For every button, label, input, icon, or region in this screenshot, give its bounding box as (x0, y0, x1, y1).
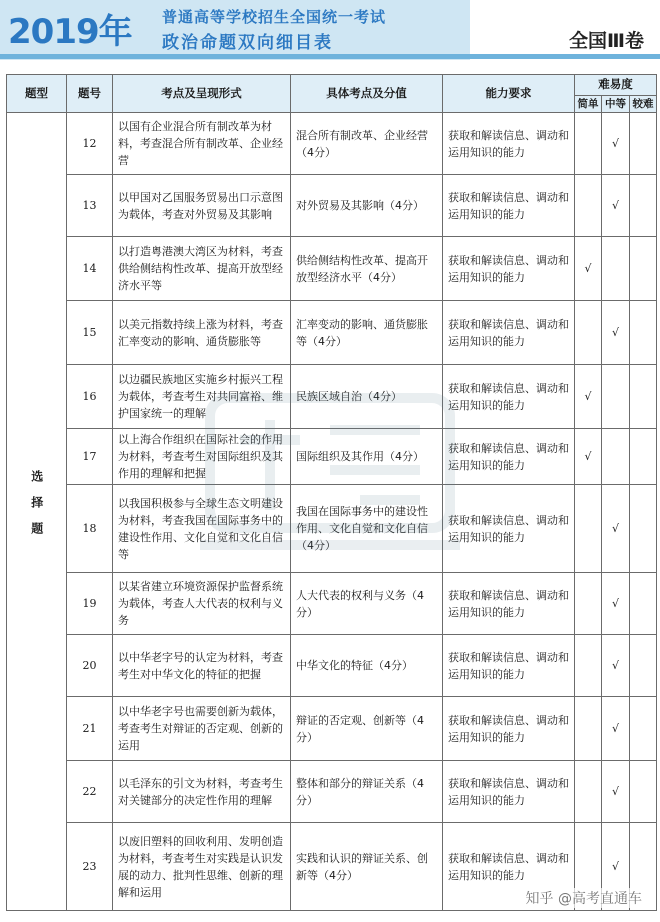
ability-requirement: 获取和解读信息、调动和运用知识的能力 (443, 429, 575, 485)
difficulty-medium-cell (602, 365, 630, 429)
question-number: 18 (67, 485, 113, 573)
question-number: 17 (67, 429, 113, 485)
header-rule (0, 54, 660, 59)
check-mark: √ (611, 522, 619, 536)
table-row (7, 301, 657, 365)
difficulty-medium-cell (602, 573, 630, 635)
check-mark: √ (611, 860, 619, 874)
col-medium: 中等 (602, 96, 630, 113)
question-number: 21 (67, 697, 113, 761)
difficulty-medium-cell (602, 301, 630, 365)
difficulty-medium-cell (602, 635, 630, 697)
difficulty-hard-cell (630, 485, 657, 573)
specific-point: 对外贸易及其影响（4分） (291, 175, 443, 237)
check-mark: √ (584, 262, 592, 276)
difficulty-medium-cell (602, 697, 630, 761)
specific-point: 中华文化的特征（4分） (291, 635, 443, 697)
difficulty-hard-cell (630, 365, 657, 429)
question-type-cell (7, 113, 67, 911)
table-row (7, 761, 657, 823)
ability-requirement: 获取和解读信息、调动和运用知识的能力 (443, 485, 575, 573)
difficulty-hard-cell (630, 761, 657, 823)
difficulty-easy-cell (575, 301, 602, 365)
specification-table (6, 74, 657, 911)
assessment-form: 以边疆民族地区实施乡村振兴工程为载体，考查考生对共同富裕、维护国家统一的理解 (113, 365, 291, 429)
table-row (7, 175, 657, 237)
col-hard: 较难 (630, 96, 657, 113)
assessment-form: 以某省建立环境资源保护监督系统为载体，考查人大代表的权利与义务 (113, 573, 291, 635)
question-number: 13 (67, 175, 113, 237)
question-number: 19 (67, 573, 113, 635)
table-row (7, 429, 657, 485)
ability-requirement: 获取和解读信息、调动和运用知识的能力 (443, 301, 575, 365)
question-number: 14 (67, 237, 113, 301)
check-mark: √ (611, 659, 619, 673)
difficulty-easy-cell (575, 761, 602, 823)
check-mark: √ (611, 597, 619, 611)
ability-requirement: 获取和解读信息、调动和运用知识的能力 (443, 823, 575, 911)
col-num: 题号 (67, 75, 113, 113)
paper-tag: 全国Ⅲ卷 (569, 30, 644, 52)
assessment-form: 以打造粤港澳大湾区为材料，考查供给侧结构性改革、提高开放型经济水平等 (113, 237, 291, 301)
check-mark: √ (611, 785, 619, 799)
assessment-form: 以甲国对乙国服务贸易出口示意图为载体，考查对外贸易及其影响 (113, 175, 291, 237)
difficulty-easy-cell (575, 485, 602, 573)
assessment-form: 以中华老字号的认定为材料，考查考生对中华文化的特征的把握 (113, 635, 291, 697)
difficulty-hard-cell (630, 237, 657, 301)
difficulty-easy-cell (575, 429, 602, 485)
table-row (7, 573, 657, 635)
assessment-form: 以我国积极参与全球生态文明建设为材料，考查我国在国际事务中的建设性作用、文化自觉和文化自信等 (113, 485, 291, 573)
difficulty-hard-cell (630, 113, 657, 175)
difficulty-easy-cell (575, 113, 602, 175)
difficulty-hard-cell (630, 697, 657, 761)
ability-requirement: 获取和解读信息、调动和运用知识的能力 (443, 365, 575, 429)
ability-requirement: 获取和解读信息、调动和运用知识的能力 (443, 573, 575, 635)
difficulty-easy-cell (575, 237, 602, 301)
check-mark: √ (611, 199, 619, 213)
difficulty-easy-cell (575, 365, 602, 429)
difficulty-medium-cell (602, 485, 630, 573)
check-mark: √ (611, 326, 619, 340)
table-row (7, 485, 657, 573)
col-ability: 能力要求 (443, 75, 575, 113)
question-type-label: 选择题 (29, 470, 44, 549)
difficulty-hard-cell (630, 429, 657, 485)
table-row (7, 697, 657, 761)
ability-requirement: 获取和解读信息、调动和运用知识的能力 (443, 761, 575, 823)
assessment-form: 以国有企业混合所有制改革为材料，考查混合所有制改革、企业经营 (113, 113, 291, 175)
exam-name: 普通高等学校招生全国统一考试 (162, 8, 387, 26)
ability-requirement: 获取和解读信息、调动和运用知识的能力 (443, 237, 575, 301)
document-title: 政治命题双向细目表 (162, 33, 333, 53)
difficulty-medium-cell (602, 113, 630, 175)
difficulty-medium-cell (602, 761, 630, 823)
question-number: 20 (67, 635, 113, 697)
specific-point: 供给侧结构性改革、提高开放型经济水平（4分） (291, 237, 443, 301)
ability-requirement: 获取和解读信息、调动和运用知识的能力 (443, 113, 575, 175)
difficulty-easy-cell (575, 635, 602, 697)
col-detail: 具体考点及分值 (291, 75, 443, 113)
assessment-form: 以废旧塑料的回收利用、发明创造为材料，考查考生对实践是认识发展的动力、批判性思维、创新的理解和运用 (113, 823, 291, 911)
assessment-form: 以中华老字号也需要创新为载体，考查考生对辩证的否定观、创新的运用 (113, 697, 291, 761)
page-header (0, 0, 660, 62)
check-mark: √ (584, 450, 592, 464)
difficulty-hard-cell (630, 175, 657, 237)
difficulty-easy-cell (575, 175, 602, 237)
specific-point: 人大代表的权利与义务（4分） (291, 573, 443, 635)
specific-point: 辩证的否定观、创新等（4分） (291, 697, 443, 761)
exam-year: 2019年 (8, 12, 132, 52)
table-body (7, 113, 657, 911)
difficulty-hard-cell (630, 573, 657, 635)
assessment-form: 以毛泽东的引文为材料，考查考生对关键部分的决定性作用的理解 (113, 761, 291, 823)
ability-requirement: 获取和解读信息、调动和运用知识的能力 (443, 697, 575, 761)
col-type: 题型 (7, 75, 67, 113)
ability-requirement: 获取和解读信息、调动和运用知识的能力 (443, 175, 575, 237)
check-mark: √ (611, 137, 619, 151)
question-number: 12 (67, 113, 113, 175)
difficulty-medium-cell (602, 175, 630, 237)
difficulty-medium-cell (602, 429, 630, 485)
specific-point: 混合所有制改革、企业经营（4分） (291, 113, 443, 175)
difficulty-hard-cell (630, 301, 657, 365)
difficulty-easy-cell (575, 573, 602, 635)
difficulty-hard-cell (630, 635, 657, 697)
specific-point: 整体和部分的辩证关系（4分） (291, 761, 443, 823)
difficulty-medium-cell (602, 237, 630, 301)
assessment-form: 以上海合作组织在国际社会的作用为材料，考查考生对国际组织及其作用的理解和把握 (113, 429, 291, 485)
col-difficulty: 难易度 (575, 75, 657, 96)
question-number: 15 (67, 301, 113, 365)
col-form: 考点及呈现形式 (113, 75, 291, 113)
specific-point: 汇率变动的影响、通货膨胀等（4分） (291, 301, 443, 365)
question-number: 16 (67, 365, 113, 429)
col-easy: 简单 (575, 96, 602, 113)
table-row (7, 635, 657, 697)
table-row (7, 113, 657, 175)
table-row (7, 365, 657, 429)
assessment-form: 以美元指数持续上涨为材料，考查汇率变动的影响、通货膨胀等 (113, 301, 291, 365)
source-credit: 知乎 @高考直通车 (524, 888, 644, 908)
difficulty-easy-cell (575, 697, 602, 761)
question-number: 22 (67, 761, 113, 823)
specific-point: 国际组织及其作用（4分） (291, 429, 443, 485)
specific-point: 实践和认识的辩证关系、创新等（4分） (291, 823, 443, 911)
ability-requirement: 获取和解读信息、调动和运用知识的能力 (443, 635, 575, 697)
specific-point: 我国在国际事务中的建设性作用、文化自觉和文化自信（4分） (291, 485, 443, 573)
specific-point: 民族区域自治（4分） (291, 365, 443, 429)
check-mark: √ (611, 722, 619, 736)
check-mark: √ (584, 390, 592, 404)
table-row (7, 237, 657, 301)
table-header (7, 75, 657, 113)
question-number: 23 (67, 823, 113, 911)
